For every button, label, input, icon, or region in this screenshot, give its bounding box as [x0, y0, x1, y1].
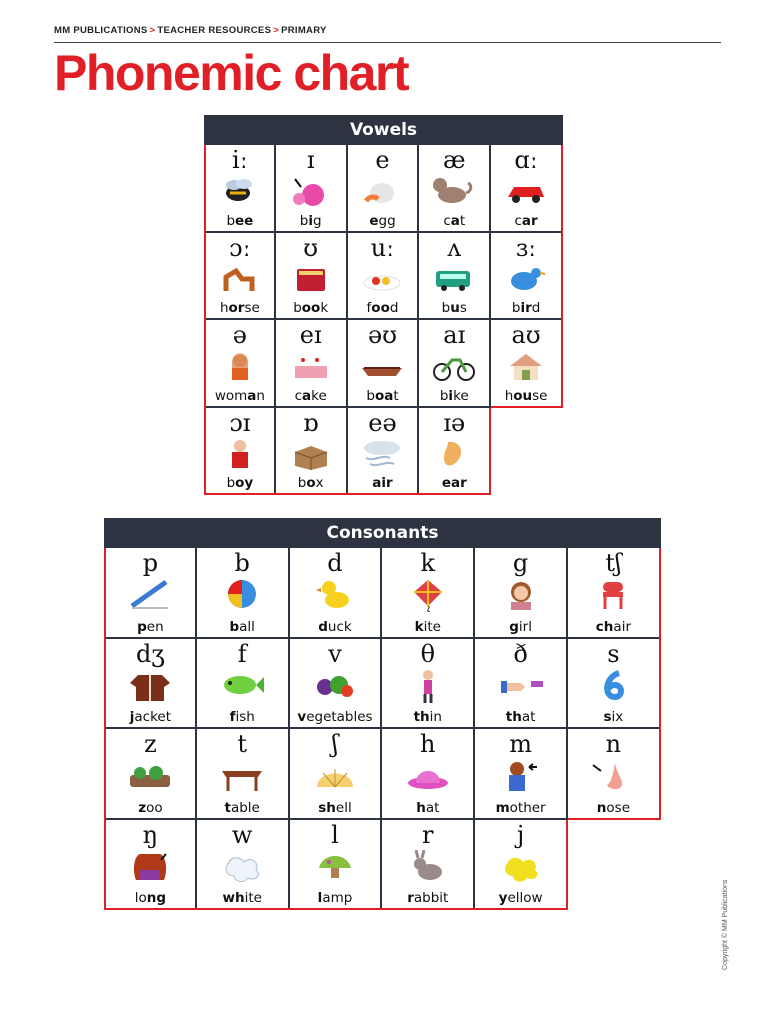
example-word: shell [318, 799, 352, 816]
food-icon [358, 263, 406, 301]
shell-icon [311, 759, 359, 797]
phoneme-symbol: iː [232, 146, 248, 174]
example-word: book [293, 300, 329, 316]
consonant-cell [382, 639, 475, 730]
phoneme-symbol: æ [443, 146, 466, 174]
phoneme-symbol: d [327, 549, 343, 577]
consonant-cell [104, 639, 197, 730]
consonant-cell [382, 729, 475, 820]
girl-icon [497, 578, 545, 616]
example-word: kite [414, 618, 441, 635]
vowel-cell [348, 233, 420, 321]
phoneme-symbol: uː [370, 233, 395, 262]
example-word: bird [511, 300, 541, 316]
breadcrumb-separator: > [149, 25, 156, 36]
phoneme-symbol: l [331, 820, 339, 849]
example-word: big [299, 212, 322, 229]
pointing-hand-icon [497, 669, 545, 707]
example-word: ball [229, 618, 255, 635]
consonant-cell [475, 820, 568, 911]
vowel-cell [204, 145, 276, 233]
bike-icon [430, 350, 478, 388]
vowel-cell [491, 320, 563, 408]
consonant-cell [382, 820, 475, 911]
vowel-cell [348, 145, 420, 233]
vowel-cell [204, 320, 276, 408]
big-ball-icon [287, 175, 335, 213]
vowel-cell [491, 233, 563, 321]
example-word: air [372, 475, 393, 491]
horse-icon [216, 263, 264, 301]
example-word: zoo [138, 799, 163, 816]
example-word: vegetables [297, 709, 373, 725]
chart-red-border [104, 548, 106, 910]
air-icon [358, 438, 406, 476]
phoneme-symbol: ʃ [331, 730, 339, 758]
example-word: chair [595, 618, 631, 635]
jacket-icon [126, 669, 174, 707]
example-word: house [504, 387, 548, 404]
vowel-cell [491, 145, 563, 233]
kite-icon [404, 578, 452, 616]
example-word: horse [219, 300, 260, 316]
example-word: that [505, 709, 536, 725]
copyright-notice: Copyright © MM Publications [722, 879, 729, 970]
example-word: hat [416, 799, 440, 816]
phoneme-symbol: dʒ [135, 639, 165, 668]
phoneme-symbol: ə [232, 321, 247, 349]
bird-icon [502, 263, 550, 301]
consonant-cell [290, 729, 383, 820]
lamp-icon [311, 850, 359, 888]
consonant-cell [568, 548, 661, 639]
phoneme-symbol: ɔː [229, 233, 251, 262]
breadcrumb-separator: > [273, 25, 280, 36]
phoneme-symbol: m [509, 730, 532, 758]
header-divider [54, 42, 721, 43]
example-word: car [514, 212, 538, 229]
vowel-cell [276, 233, 348, 321]
example-word: table [224, 799, 260, 816]
phoneme-symbol: f [237, 639, 247, 668]
table-icon [218, 759, 266, 797]
example-word: ear [441, 475, 467, 491]
box-icon [287, 438, 335, 476]
vowel-cell [204, 408, 276, 496]
long-hair-icon [126, 850, 174, 888]
example-word: woman [214, 387, 265, 404]
consonant-cell [568, 639, 661, 730]
phoneme-symbol: eə [368, 408, 397, 437]
example-word: cake [294, 387, 327, 404]
phoneme-symbol: t [237, 730, 248, 758]
phoneme-symbol: r [422, 820, 434, 849]
chart-red-border [561, 145, 563, 408]
phoneme-symbol: w [231, 820, 253, 849]
phoneme-symbol: k [420, 549, 436, 577]
example-word: bee [226, 212, 254, 229]
vowel-cell [419, 233, 491, 321]
breadcrumb [54, 25, 327, 36]
vowel-cell [276, 408, 348, 496]
phoneme-symbol: s [607, 639, 620, 668]
example-word: long [134, 890, 167, 906]
consonant-cell [290, 548, 383, 639]
phoneme-symbol: ʊ [303, 233, 319, 262]
chair-icon [589, 578, 637, 616]
consonant-cell [104, 548, 197, 639]
consonant-cell [104, 820, 197, 911]
chart-red-border [204, 493, 491, 495]
example-word: cat [443, 212, 466, 229]
phoneme-symbol: θ [420, 639, 436, 668]
vowel-cell [348, 408, 420, 496]
breadcrumb-item[interactable]: MM PUBLICATIONS [54, 25, 148, 36]
yellow-splash-icon [497, 850, 545, 888]
example-word: bike [439, 387, 469, 404]
vowel-cell [276, 320, 348, 408]
woman-icon [216, 350, 264, 388]
example-word: bus [441, 300, 467, 316]
example-word: fish [229, 709, 255, 725]
phoneme-symbol: aɪ [443, 321, 466, 349]
boy-icon [216, 438, 264, 476]
phoneme-symbol: e [375, 146, 390, 174]
six-icon [589, 669, 637, 707]
phoneme-symbol: ð [513, 639, 528, 668]
example-word: pen [137, 618, 164, 635]
vowel-cell [276, 145, 348, 233]
example-word: box [297, 475, 324, 491]
chart-red-border [566, 820, 568, 911]
ear-icon [430, 438, 478, 476]
phoneme-symbol: ɔɪ [229, 408, 251, 437]
car-icon [502, 175, 550, 213]
phoneme-symbol: ɪ [306, 146, 315, 174]
egg-icon [358, 175, 406, 213]
vowel-cell [419, 408, 491, 496]
duck-icon [311, 578, 359, 616]
consonant-cell [290, 820, 383, 911]
example-word: rabbit [407, 890, 449, 906]
example-word: boy [226, 475, 254, 491]
phoneme-symbol: eɪ [299, 321, 322, 349]
phoneme-symbol: p [142, 549, 159, 577]
vowel-cell [204, 233, 276, 321]
example-word: yellow [498, 890, 543, 906]
vowels-chart [204, 115, 563, 495]
example-word: food [366, 300, 399, 316]
breadcrumb-item[interactable]: TEACHER RESOURCES [157, 25, 272, 36]
phoneme-symbol: g [512, 549, 529, 577]
cat-icon [430, 175, 478, 213]
chart-red-border [659, 548, 661, 820]
consonants-grid [104, 548, 661, 910]
breadcrumb-item[interactable]: PRIMARY [281, 25, 327, 36]
pen-icon [126, 578, 174, 616]
consonant-cell [568, 729, 661, 820]
consonants-chart [104, 518, 661, 910]
vowel-cell [419, 320, 491, 408]
phoneme-symbol: ɪə [443, 408, 466, 437]
example-word: nose [596, 799, 631, 816]
example-word: jacket [129, 709, 172, 725]
vowel-cell [348, 320, 420, 408]
chart-red-border [104, 908, 568, 910]
example-word: boat [366, 387, 399, 404]
phoneme-symbol: z [144, 730, 157, 758]
fish-icon [218, 669, 266, 707]
phoneme-symbol: h [420, 730, 436, 758]
example-word: white [222, 890, 262, 906]
phoneme-symbol: j [516, 820, 525, 849]
ball-icon [218, 578, 266, 616]
mother-icon [497, 759, 545, 797]
chart-red-border [568, 818, 661, 820]
consonant-cell [197, 729, 290, 820]
phoneme-symbol: ɑː [514, 146, 538, 174]
vowels-heading: Vowels [204, 115, 563, 145]
consonant-cell [197, 820, 290, 911]
phoneme-symbol: aʊ [511, 321, 541, 349]
vegetables-icon [311, 669, 359, 707]
consonants-heading: Consonants [104, 518, 661, 548]
chart-red-border [491, 406, 563, 408]
phoneme-symbol: n [605, 730, 622, 758]
consonant-cell [104, 729, 197, 820]
consonant-cell [290, 639, 383, 730]
vowels-grid [204, 145, 563, 495]
phoneme-symbol: ɒ [303, 408, 319, 437]
example-word: lamp [317, 890, 353, 906]
consonant-cell [382, 548, 475, 639]
white-splash-icon [218, 850, 266, 888]
phoneme-symbol: tʃ [605, 549, 622, 577]
example-word: mother [495, 799, 546, 816]
boat-icon [358, 350, 406, 388]
example-word: girl [509, 618, 532, 635]
example-word: duck [318, 618, 352, 635]
phoneme-symbol: ŋ [142, 820, 159, 849]
chart-red-border [489, 408, 491, 496]
consonant-cell [475, 639, 568, 730]
book-icon [287, 263, 335, 301]
thin-person-icon [404, 669, 452, 707]
consonant-cell [197, 639, 290, 730]
house-icon [502, 350, 550, 388]
phoneme-symbol: əʊ [367, 321, 398, 349]
phoneme-symbol: b [234, 549, 250, 577]
consonant-cell [197, 548, 290, 639]
cake-icon [287, 350, 335, 388]
bus-icon [430, 263, 478, 301]
bee-icon [216, 175, 264, 213]
page-title: Phonemic chart [54, 45, 409, 101]
rabbit-icon [404, 850, 452, 888]
chart-red-border [204, 145, 206, 495]
example-word: egg [369, 212, 396, 229]
nose-icon [589, 759, 637, 797]
zoo-icon [126, 759, 174, 797]
consonant-cell [475, 729, 568, 820]
vowel-cell [419, 145, 491, 233]
consonant-cell [475, 548, 568, 639]
phoneme-symbol: ɜː [515, 233, 537, 262]
example-word: thin [413, 709, 442, 725]
example-word: six [603, 709, 624, 725]
hat-icon [404, 759, 452, 797]
phoneme-symbol: ʌ [447, 233, 462, 262]
phoneme-symbol: v [328, 639, 342, 668]
